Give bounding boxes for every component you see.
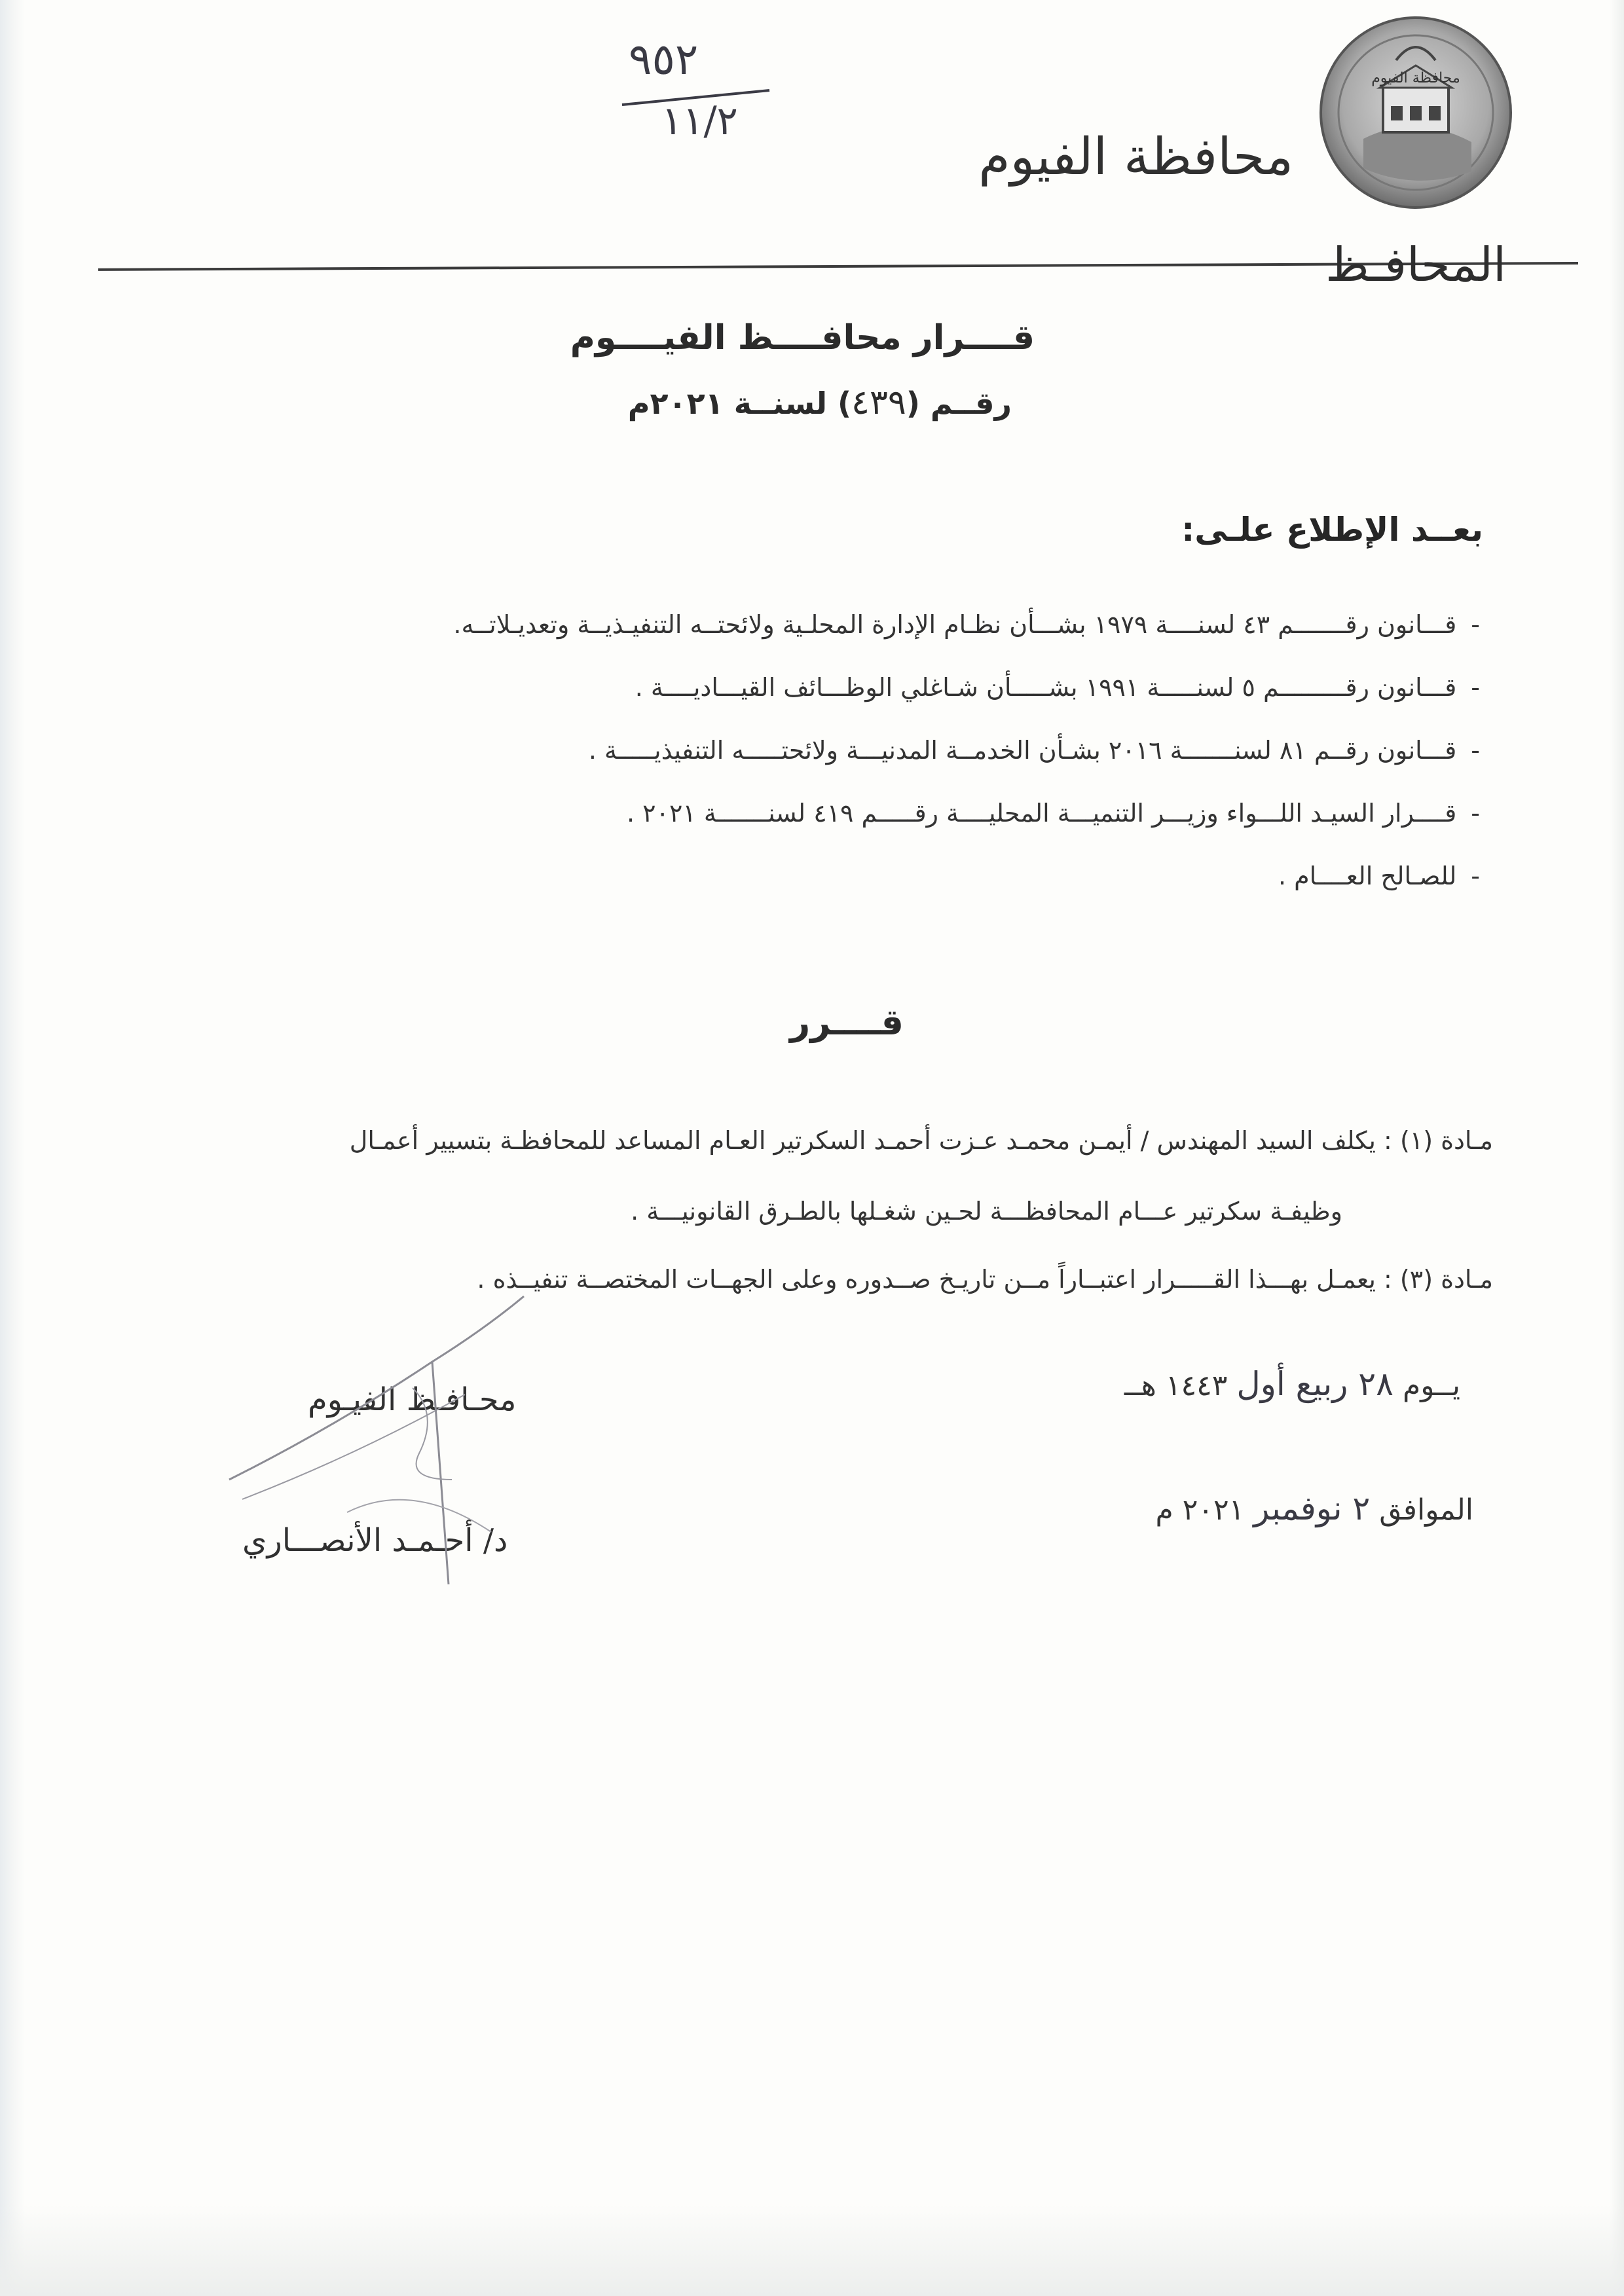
hijri-prefix: يــوم — [1403, 1369, 1460, 1402]
article-1-line-2: وظيفـة سكرتير عـــام المحافظـــة لحـين شغـلها بالطـرق القانونيـــة . — [631, 1197, 1342, 1226]
article-2-line-1: مـادة (٣) : يعمـل بهـــذا القـــــرار اعتبــاراً مــن تاريـخ صــدوره وعلى الجهــات المختصــة تنفيــذه . — [477, 1265, 1493, 1294]
preamble-heading: بعــد الإطلاع علـى: — [1181, 511, 1483, 549]
reference-item: -للصـالح العــــام . — [1278, 862, 1480, 890]
governorate-name: محافظة الفيوم — [978, 128, 1293, 187]
scan-shadow-bottom — [0, 2204, 1624, 2296]
decree-title: قــــرار محافــــظ الفيــــوم — [570, 318, 1035, 357]
governorate-seal — [1318, 14, 1514, 211]
decree-number — [628, 383, 1012, 422]
gregorian-handwritten: ٢ نوفمبر — [1253, 1489, 1371, 1527]
scan-edge-left — [0, 0, 25, 2296]
handwritten-date: ١١/٢ — [661, 98, 738, 144]
hijri-date — [1124, 1365, 1460, 1403]
reference-item: -قـــانون رقـــــــــم ٥ لسنـــــة ١٩٩١ بشـــــأن شـاغلي الوظـــائف القيـــاديــــة . — [635, 673, 1480, 702]
reference-item: -قـــانون رقـــــــم ٤٣ لسنــــة ١٩٧٩ بشـــأن نظـام الإدارة المحلـية ولائحتــه التنفيـذيــة وتعديـلاتــه. — [453, 610, 1480, 639]
hijri-year: ١٤٤٣ هــ — [1124, 1369, 1228, 1402]
reference-item: -قــــرار السيـد اللـــواء وزيـــر التنميـــة المحليــــة رقـــــم ٤١٩ لسنـــــــة ٢٠٢١ . — [626, 799, 1480, 828]
office-label: المحافـظ — [1325, 237, 1506, 292]
gregorian-prefix: الموافق — [1379, 1493, 1473, 1527]
signatory-name: د/ أحـمـد الأنصـــاري — [242, 1522, 508, 1559]
svg-text:محافظة الفيوم: محافظة الفيوم — [1371, 70, 1460, 86]
decides-heading: قــــرر — [790, 1002, 904, 1043]
decree-number-prefix: رقــم ( — [906, 386, 1012, 421]
hijri-handwritten: ٢٨ ربيع أول — [1236, 1365, 1393, 1403]
scan-edge-right — [1610, 0, 1624, 2296]
gregorian-date — [1155, 1489, 1473, 1527]
gregorian-year: ٢٠٢١ م — [1155, 1493, 1245, 1527]
handwritten-number: ٩٥٢ — [629, 34, 699, 84]
signatory-title: محـافـظ الفيـوم — [308, 1381, 517, 1418]
decree-number-suffix: ) لسنــة ٢٠٢١م — [627, 386, 852, 421]
article-1-line-1: مـادة (١) : يكلف السيد المهندس / أيمـن محمـد عـزت أحمـد السكرتير العـام المساعد للمحافظـة بتسيير أعمـال — [349, 1126, 1493, 1155]
decree-number-value: ٤٣٩ — [851, 383, 906, 422]
handwritten-signature — [216, 1283, 583, 1624]
reference-item: -قـــانون رقــم ٨١ لسنـــــــة ٢٠١٦ بشـأن الخدمــة المدنيـــة ولائحتـــــه التنفيذيـــــة . — [588, 736, 1480, 765]
